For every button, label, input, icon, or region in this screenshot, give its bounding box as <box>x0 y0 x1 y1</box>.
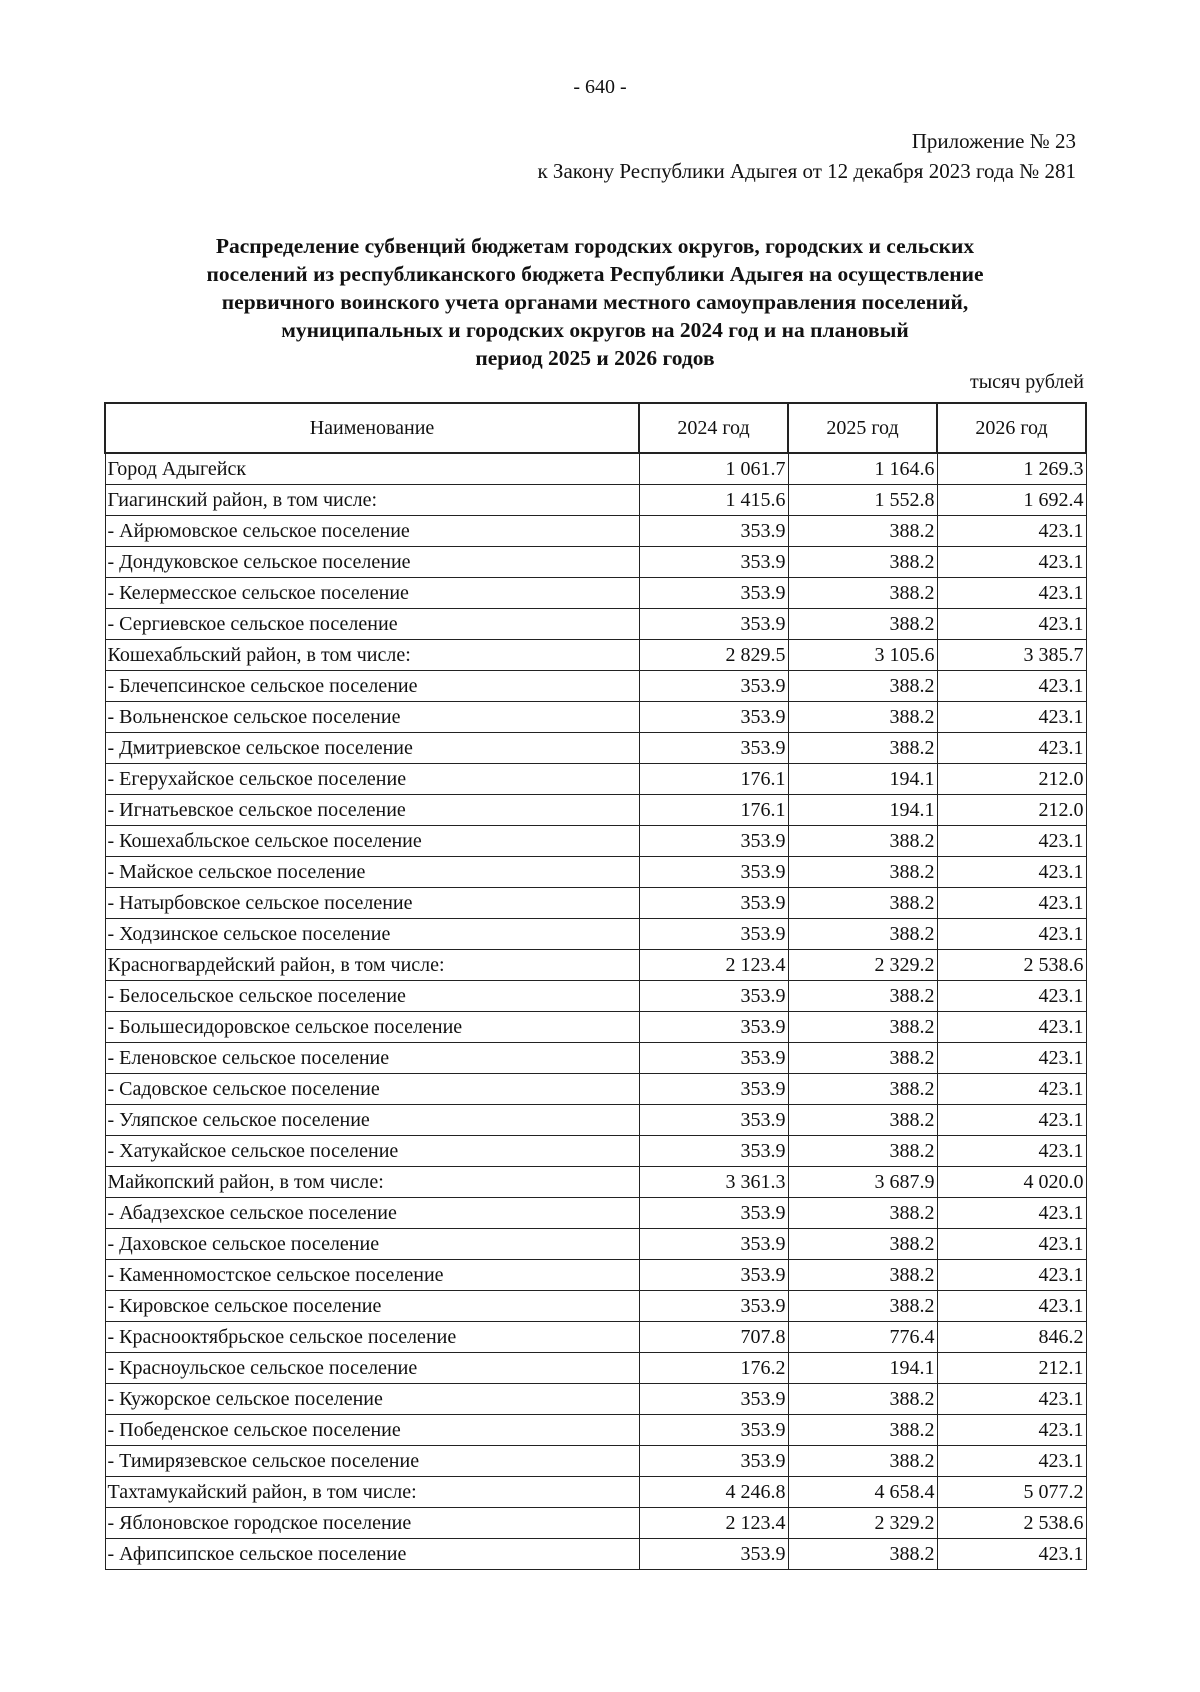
row-value-2025: 388.2 <box>788 1012 937 1043</box>
row-value-2026: 212.0 <box>937 764 1086 795</box>
row-value-2025: 2 329.2 <box>788 1508 937 1539</box>
document-title <box>120 232 1070 372</box>
header-name: Наименование <box>105 403 639 453</box>
row-value-2024: 353.9 <box>639 1074 788 1105</box>
row-value-2026: 423.1 <box>937 888 1086 919</box>
row-value-2026: 423.1 <box>937 826 1086 857</box>
row-value-2025: 388.2 <box>788 857 937 888</box>
row-name-cell: - Келермесское сельское поселение <box>105 578 639 609</box>
row-name-cell: - Айрюмовское сельское поселение <box>105 516 639 547</box>
row-name-cell: - Игнатьевское сельское поселение <box>105 795 639 826</box>
row-value-2024: 176.1 <box>639 764 788 795</box>
table-body <box>105 453 1086 1570</box>
row-value-2025: 388.2 <box>788 1446 937 1477</box>
row-value-2025: 194.1 <box>788 764 937 795</box>
row-value-2025: 388.2 <box>788 1260 937 1291</box>
row-name-cell: - Уляпское сельское поселение <box>105 1105 639 1136</box>
row-name-cell: Город Адыгейск <box>105 453 639 485</box>
table-row <box>105 609 1086 640</box>
table-row <box>105 919 1086 950</box>
row-name-cell: - Яблоновское городское поселение <box>105 1508 639 1539</box>
row-value-2024: 353.9 <box>639 1291 788 1322</box>
row-value-2024: 353.9 <box>639 671 788 702</box>
row-value-2024: 353.9 <box>639 516 788 547</box>
table-header-row <box>105 403 1086 453</box>
row-name-cell: - Кужорское сельское поселение <box>105 1384 639 1415</box>
row-value-2024: 353.9 <box>639 1260 788 1291</box>
header-2025: 2025 год <box>788 403 937 453</box>
row-value-2024: 2 123.4 <box>639 1508 788 1539</box>
row-value-2025: 388.2 <box>788 981 937 1012</box>
row-value-2024: 353.9 <box>639 1229 788 1260</box>
row-value-2025: 388.2 <box>788 919 937 950</box>
table-row <box>105 795 1086 826</box>
table-row <box>105 1012 1086 1043</box>
row-name-cell: - Победенское сельское поселение <box>105 1415 639 1446</box>
row-value-2025: 3 687.9 <box>788 1167 937 1198</box>
row-value-2025: 388.2 <box>788 516 937 547</box>
row-value-2024: 353.9 <box>639 578 788 609</box>
table-row <box>105 1105 1086 1136</box>
row-name-cell: - Садовское сельское поселение <box>105 1074 639 1105</box>
row-value-2024: 707.8 <box>639 1322 788 1353</box>
row-value-2025: 388.2 <box>788 702 937 733</box>
row-value-2025: 388.2 <box>788 733 937 764</box>
row-value-2025: 388.2 <box>788 1384 937 1415</box>
table-row <box>105 1229 1086 1260</box>
row-value-2026: 423.1 <box>937 919 1086 950</box>
row-value-2025: 194.1 <box>788 1353 937 1384</box>
row-value-2026: 423.1 <box>937 547 1086 578</box>
row-value-2024: 353.9 <box>639 1136 788 1167</box>
row-value-2025: 388.2 <box>788 826 937 857</box>
table-row <box>105 1136 1086 1167</box>
row-value-2026: 3 385.7 <box>937 640 1086 671</box>
row-name-cell: Гиагинский район, в том числе: <box>105 485 639 516</box>
row-name-cell: Майкопский район, в том числе: <box>105 1167 639 1198</box>
table-row <box>105 888 1086 919</box>
table-row <box>105 578 1086 609</box>
table-row <box>105 1198 1086 1229</box>
row-value-2025: 2 329.2 <box>788 950 937 981</box>
row-value-2025: 388.2 <box>788 888 937 919</box>
row-value-2024: 3 361.3 <box>639 1167 788 1198</box>
row-value-2025: 388.2 <box>788 1291 937 1322</box>
row-value-2024: 2 123.4 <box>639 950 788 981</box>
subvention-table <box>104 402 1087 1570</box>
row-value-2026: 423.1 <box>937 578 1086 609</box>
row-value-2026: 4 020.0 <box>937 1167 1086 1198</box>
row-value-2026: 423.1 <box>937 1105 1086 1136</box>
row-value-2026: 1 269.3 <box>937 453 1086 485</box>
table-row <box>105 857 1086 888</box>
row-name-cell: - Дмитриевское сельское поселение <box>105 733 639 764</box>
row-value-2025: 776.4 <box>788 1322 937 1353</box>
row-value-2025: 1 552.8 <box>788 485 937 516</box>
appendix-number: Приложение № 23 <box>911 129 1076 153</box>
row-value-2026: 1 692.4 <box>937 485 1086 516</box>
table-row <box>105 1291 1086 1322</box>
appendix-reference <box>537 126 1076 186</box>
appendix-law-reference: к Закону Республики Адыгея от 12 декабря 2023 года № 281 <box>537 159 1076 183</box>
table-row <box>105 516 1086 547</box>
row-name-cell: Тахтамукайский район, в том числе: <box>105 1477 639 1508</box>
table-row <box>105 640 1086 671</box>
title-line: первичного воинского учета органами местного самоуправления поселений, <box>221 290 969 314</box>
row-value-2026: 423.1 <box>937 857 1086 888</box>
row-name-cell: - Вольненское сельское поселение <box>105 702 639 733</box>
table-row <box>105 1353 1086 1384</box>
table-row <box>105 702 1086 733</box>
row-name-cell: - Каменномостское сельское поселение <box>105 1260 639 1291</box>
row-value-2025: 1 164.6 <box>788 453 937 485</box>
table-row <box>105 1043 1086 1074</box>
row-value-2024: 353.9 <box>639 1539 788 1570</box>
row-value-2024: 353.9 <box>639 1415 788 1446</box>
row-value-2025: 388.2 <box>788 578 937 609</box>
row-value-2024: 176.2 <box>639 1353 788 1384</box>
row-value-2026: 212.1 <box>937 1353 1086 1384</box>
row-name-cell: - Большесидоровское сельское поселение <box>105 1012 639 1043</box>
row-name-cell: - Ходзинское сельское поселение <box>105 919 639 950</box>
row-value-2026: 5 077.2 <box>937 1477 1086 1508</box>
row-name-cell: - Краснооктябрьское сельское поселение <box>105 1322 639 1353</box>
row-value-2025: 388.2 <box>788 1136 937 1167</box>
row-value-2025: 388.2 <box>788 547 937 578</box>
row-value-2024: 353.9 <box>639 1105 788 1136</box>
row-name-cell: - Еленовское сельское поселение <box>105 1043 639 1074</box>
row-name-cell: - Блечепсинское сельское поселение <box>105 671 639 702</box>
row-value-2024: 353.9 <box>639 547 788 578</box>
row-value-2026: 423.1 <box>937 733 1086 764</box>
row-value-2025: 388.2 <box>788 671 937 702</box>
row-value-2024: 353.9 <box>639 1043 788 1074</box>
row-value-2026: 423.1 <box>937 702 1086 733</box>
row-value-2024: 353.9 <box>639 702 788 733</box>
row-value-2024: 176.1 <box>639 795 788 826</box>
row-value-2026: 212.0 <box>937 795 1086 826</box>
row-value-2025: 388.2 <box>788 1229 937 1260</box>
row-name-cell: Красногвардейский район, в том числе: <box>105 950 639 981</box>
row-value-2025: 388.2 <box>788 609 937 640</box>
row-value-2025: 388.2 <box>788 1198 937 1229</box>
table-row <box>105 547 1086 578</box>
table-row <box>105 764 1086 795</box>
row-name-cell: - Даховское сельское поселение <box>105 1229 639 1260</box>
row-name-cell: - Егерухайское сельское поселение <box>105 764 639 795</box>
row-value-2024: 353.9 <box>639 919 788 950</box>
row-name-cell: - Хатукайское сельское поселение <box>105 1136 639 1167</box>
row-value-2026: 423.1 <box>937 516 1086 547</box>
row-value-2026: 423.1 <box>937 1198 1086 1229</box>
row-value-2024: 353.9 <box>639 1446 788 1477</box>
title-line: период 2025 и 2026 годов <box>475 346 715 370</box>
row-value-2024: 353.9 <box>639 826 788 857</box>
row-value-2026: 423.1 <box>937 1074 1086 1105</box>
row-value-2026: 423.1 <box>937 1260 1086 1291</box>
table-row <box>105 1260 1086 1291</box>
row-value-2026: 423.1 <box>937 1384 1086 1415</box>
row-value-2025: 388.2 <box>788 1415 937 1446</box>
row-value-2024: 353.9 <box>639 1384 788 1415</box>
row-name-cell: - Майское сельское поселение <box>105 857 639 888</box>
row-value-2024: 1 061.7 <box>639 453 788 485</box>
row-value-2026: 423.1 <box>937 1136 1086 1167</box>
row-value-2024: 353.9 <box>639 981 788 1012</box>
row-value-2025: 388.2 <box>788 1539 937 1570</box>
row-name-cell: - Натырбовское сельское поселение <box>105 888 639 919</box>
row-value-2024: 353.9 <box>639 888 788 919</box>
row-name-cell: Кошехабльский район, в том числе: <box>105 640 639 671</box>
table-row <box>105 950 1086 981</box>
header-2024: 2024 год <box>639 403 788 453</box>
title-line: поселений из республиканского бюджета Республики Адыгея на осуществление <box>206 262 984 286</box>
row-value-2026: 423.1 <box>937 1446 1086 1477</box>
row-name-cell: - Тимирязевское сельское поселение <box>105 1446 639 1477</box>
units-label: тысяч рублей <box>969 371 1084 393</box>
row-value-2026: 423.1 <box>937 981 1086 1012</box>
header-2026: 2026 год <box>937 403 1086 453</box>
row-name-cell: - Кировское сельское поселение <box>105 1291 639 1322</box>
table-row <box>105 826 1086 857</box>
table-row <box>105 485 1086 516</box>
row-value-2025: 194.1 <box>788 795 937 826</box>
row-value-2024: 353.9 <box>639 733 788 764</box>
row-value-2024: 353.9 <box>639 609 788 640</box>
row-name-cell: - Красноульское сельское поселение <box>105 1353 639 1384</box>
table-row <box>105 1074 1086 1105</box>
table-row <box>105 1384 1086 1415</box>
table-row <box>105 1477 1086 1508</box>
title-line: Распределение субвенций бюджетам городских округов, городских и сельских <box>215 234 975 258</box>
row-value-2026: 2 538.6 <box>937 1508 1086 1539</box>
row-value-2024: 1 415.6 <box>639 485 788 516</box>
title-line: муниципальных и городских округов на 2024 год и на плановый <box>281 318 909 342</box>
table-row <box>105 1508 1086 1539</box>
row-value-2024: 4 246.8 <box>639 1477 788 1508</box>
row-value-2024: 353.9 <box>639 1198 788 1229</box>
row-value-2026: 423.1 <box>937 1291 1086 1322</box>
row-name-cell: - Афипсипское сельское поселение <box>105 1539 639 1570</box>
row-name-cell: - Дондуковское сельское поселение <box>105 547 639 578</box>
table-row <box>105 1167 1086 1198</box>
table-row <box>105 733 1086 764</box>
row-name-cell: - Кошехабльское сельское поселение <box>105 826 639 857</box>
table-row <box>105 1446 1086 1477</box>
table-row <box>105 1415 1086 1446</box>
row-value-2026: 423.1 <box>937 1539 1086 1570</box>
row-value-2025: 3 105.6 <box>788 640 937 671</box>
row-value-2026: 423.1 <box>937 1012 1086 1043</box>
table-row <box>105 453 1086 485</box>
row-value-2024: 2 829.5 <box>639 640 788 671</box>
row-value-2025: 388.2 <box>788 1105 937 1136</box>
row-value-2024: 353.9 <box>639 857 788 888</box>
page-number: - 640 - <box>573 76 627 98</box>
row-value-2025: 388.2 <box>788 1074 937 1105</box>
table-row <box>105 1322 1086 1353</box>
row-value-2026: 846.2 <box>937 1322 1086 1353</box>
table-row <box>105 671 1086 702</box>
row-value-2024: 353.9 <box>639 1012 788 1043</box>
row-value-2026: 423.1 <box>937 1415 1086 1446</box>
row-name-cell: - Сергиевское сельское поселение <box>105 609 639 640</box>
row-value-2026: 423.1 <box>937 609 1086 640</box>
row-value-2025: 4 658.4 <box>788 1477 937 1508</box>
row-value-2026: 423.1 <box>937 1229 1086 1260</box>
table-row <box>105 981 1086 1012</box>
row-value-2026: 423.1 <box>937 671 1086 702</box>
row-value-2025: 388.2 <box>788 1043 937 1074</box>
row-name-cell: - Абадзехское сельское поселение <box>105 1198 639 1229</box>
row-value-2026: 423.1 <box>937 1043 1086 1074</box>
row-value-2026: 2 538.6 <box>937 950 1086 981</box>
row-name-cell: - Белосельское сельское поселение <box>105 981 639 1012</box>
table-row <box>105 1539 1086 1570</box>
